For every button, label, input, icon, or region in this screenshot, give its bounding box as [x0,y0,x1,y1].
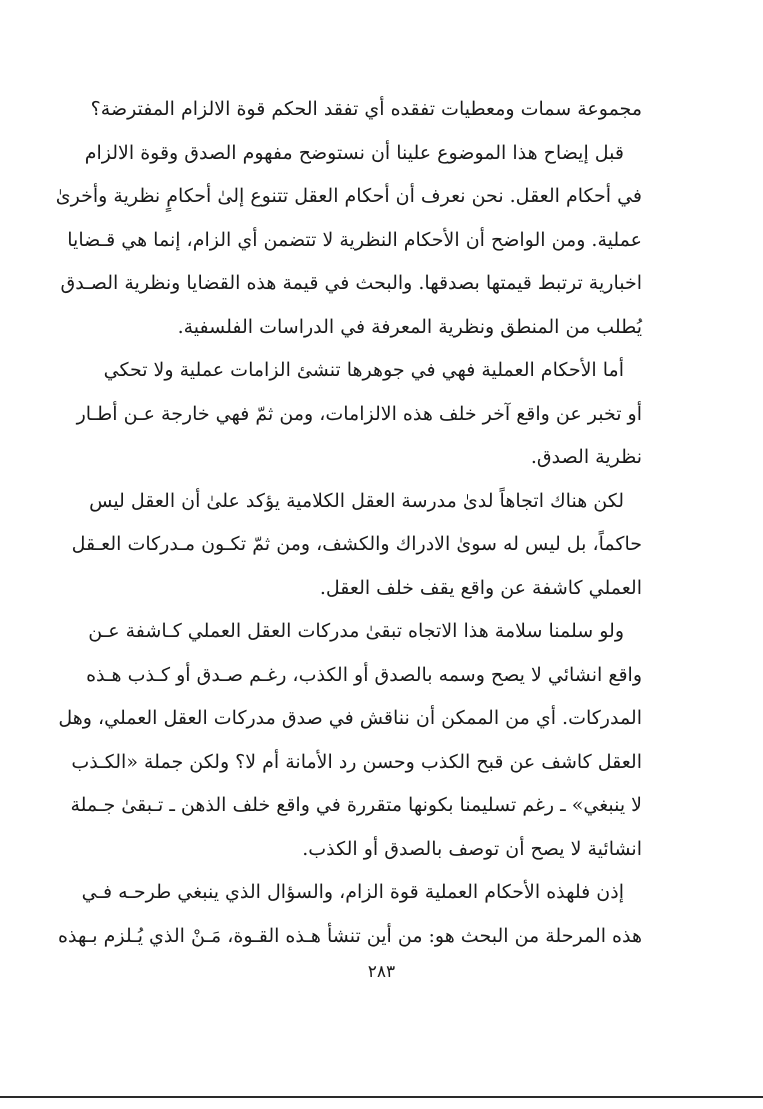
text-line-4: عملية. ومن الواضح أن الأحكام النظرية لا تتضمن أي الزام، إنما هي قـضايا [67,228,642,251]
text-line-14: واقع انشائي لا يصح وسمه بالصدق أو الكذب، رغـم صـدق أو كـذب هـذه [86,663,642,686]
text-line-3: في أحكام العقل. نحن نعرف أن أحكام العقل تتنوع إلىٰ أحكامٍ نظرية وأخرىٰ [55,185,642,207]
text-line-13: ولو سلمنا سلامة هذا الاتجاه تبقىٰ مدركات العقل العملي كـاشفة عـن [88,620,624,642]
text-line-5: اخبارية ترتبط قيمتها بصدقها. والبحث في قيمة هذه القضايا ونظرية الصـدق [60,272,642,294]
text-line-2: قبل إيضاح هذا الموضوع علينا أن نستوضح مفهوم الصدق وقوة الالزام [84,141,624,164]
text-line-11: حاكماً، بل ليس له سوىٰ الادراك والكشف، ومن ثمّ تكـون مـدركات العـقل [71,533,642,555]
body-text [55,88,642,958]
text-line-6: يُطلب من المنطق ونظرية المعرفة في الدراسات الفلسفية. [177,315,642,338]
bottom-scan-edge-line [0,1096,763,1098]
text-line-18: انشائية لا يصح أن توصف بالصدق أو الكذب. [302,837,642,860]
text-line-20: هذه المرحلة من البحث هو: من أين تنشأ هـذه القـوة، مَـنْ الذي يُـلزم بـهذه [58,924,642,947]
page-number: ٢٨٣ [367,962,396,982]
text-line-15: المدركات. أي من الممكن أن نناقش في صدق مدركات العقل العملي، وهل [58,707,642,729]
text-line-16: العقل كاشف عن قبح الكذب وحسن رد الأمانة أم لا؟ ولكن جملة «الكـذب [71,750,642,773]
text-line-17: لا ينبغي» ـ رغم تسليمنا بكونها متقررة في واقع خلف الذهن ـ تـبقىٰ جـملة [70,794,642,816]
text-line-12: العملي كاشفة عن واقع يقف خلف العقل. [319,576,642,599]
text-line-8: أو تخبر عن واقع آخر خلف هذه الالزامات، ومن ثمّ فهي خارجة عـن أطـار [76,402,642,425]
text-line-9: نظرية الصدق. [530,446,642,468]
text-line-10: لكن هناك اتجاهاً لدىٰ مدرسة العقل الكلامية يؤكد علىٰ أن العقل ليس [89,489,624,512]
text-line-19: إذن فلهذه الأحكام العملية قوة الزام، والسؤال الذي ينبغي طرحـه فـي [81,881,624,903]
text-line-1: مجموعة سمات ومعطيات تفقده أي تفقد الحكم قوة الالزام المفترضة؟ [90,98,642,120]
text-line-7: أما الأحكام العملية فهي في جوهرها تنشئ الزامات عملية ولا تحكي [103,359,624,381]
